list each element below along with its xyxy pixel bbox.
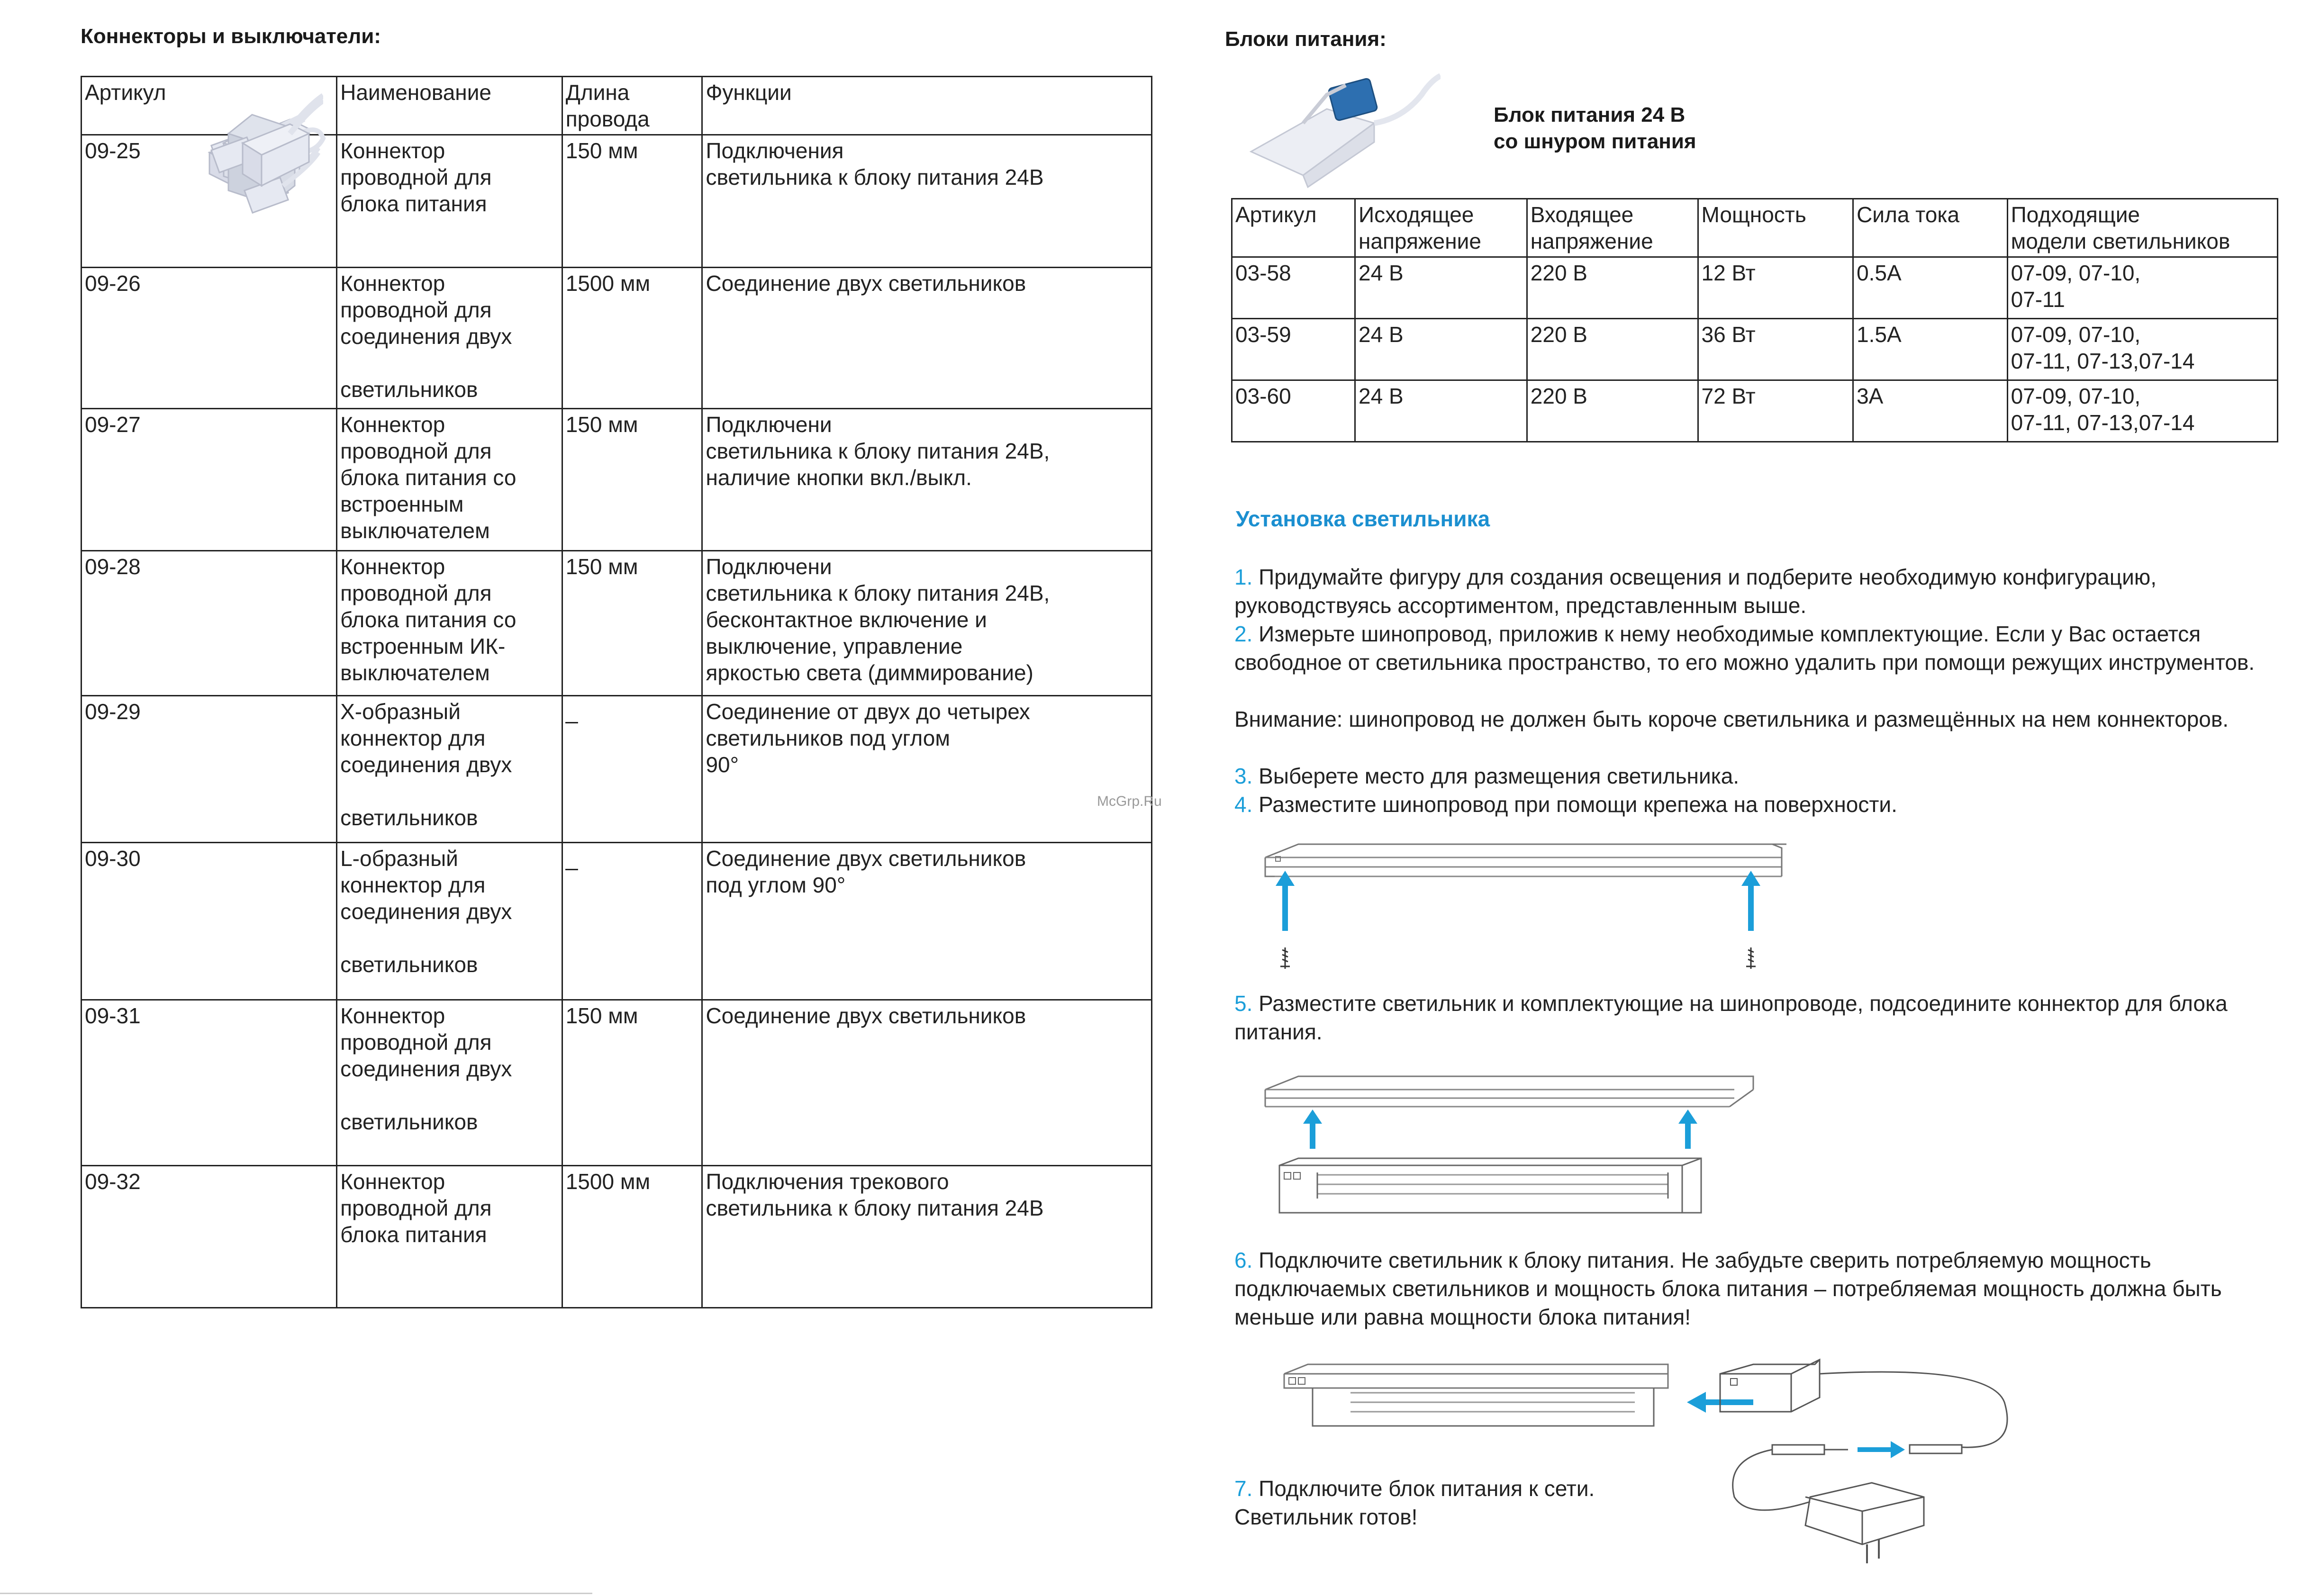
length-cell: 1500 мм	[562, 268, 702, 409]
power-caption-line2: со шнуром питания	[1494, 130, 1696, 153]
name-cell: Коннектор проводной для блока питания со встроенным выключателем	[337, 409, 562, 551]
table-cell: 07-09, 07-10, 07-11, 07-13,07-14	[2007, 380, 2277, 442]
functions-cell: Подключени светильника к блоку питания 24В, бесконтактное включение и выключение, управление яркостью света (диммирование)	[702, 551, 1152, 696]
length-cell: _	[562, 843, 702, 1000]
functions-cell: Подключения трекового светильника к блоку питания 24В	[702, 1166, 1152, 1308]
article-value: 09-26	[85, 271, 141, 296]
step-text: Подключите блок питания к сети. Светильник готов!	[1234, 1476, 1595, 1529]
header-article: Артикул	[1232, 199, 1355, 257]
length-cell: 150 мм	[562, 1000, 702, 1166]
header-models: Подходящие модели светильников	[2007, 199, 2277, 257]
length-cell: _	[562, 696, 702, 843]
name-cell: Коннектор проводной для соединения двух светильников	[337, 268, 562, 409]
power-caption-line1: Блок питания 24 В	[1494, 103, 1686, 126]
table-cell: 220 В	[1527, 319, 1698, 380]
power-connection-diagram	[1279, 1355, 2019, 1592]
name-cell: L-образный коннектор для соединения двух светильников	[337, 843, 562, 1000]
table-cell: 07-09, 07-10, 07-11	[2007, 257, 2277, 319]
install-warning	[1234, 705, 2291, 733]
bottom-rule	[0, 1593, 592, 1594]
table-cell: 03-59	[1232, 319, 1355, 380]
table-cell: 0.5А	[1853, 257, 2008, 319]
article-value: 09-31	[85, 1003, 141, 1028]
table-cell: 07-09, 07-10, 07-11, 07-13,07-14	[2007, 319, 2277, 380]
power-adapter-image	[1232, 66, 1441, 189]
step-text: Внимание: шинопровод не должен быть короче светильника и размещённых на нем коннекторов.	[1234, 707, 2229, 731]
article-cell	[82, 1166, 337, 1308]
header-length: Длина провода	[562, 77, 702, 135]
table-row	[82, 268, 1152, 409]
table-cell: 24 В	[1355, 380, 1527, 442]
table-cell: 72 Вт	[1698, 380, 1853, 442]
article-cell	[82, 551, 337, 696]
table-cell: 03-58	[1232, 257, 1355, 319]
article-cell	[82, 268, 337, 409]
functions-cell: Соединение двух светильников	[702, 1000, 1152, 1166]
length-cell: 150 мм	[562, 551, 702, 696]
table-row	[82, 1000, 1152, 1166]
name-cell: Коннектор проводной для соединения двух светильников	[337, 1000, 562, 1166]
step-number: 1.	[1234, 565, 1253, 589]
table-cell: 03-60	[1232, 380, 1355, 442]
connectors-table	[81, 76, 1152, 1308]
step-number: 6.	[1234, 1248, 1253, 1272]
table-cell: 24 В	[1355, 319, 1527, 380]
table-cell: 36 Вт	[1698, 319, 1853, 380]
table-row	[1232, 257, 2278, 319]
table-cell: 12 Вт	[1698, 257, 1853, 319]
table-row	[82, 843, 1152, 1000]
table-cell: 1.5А	[1853, 319, 2008, 380]
header-functions: Функции	[702, 77, 1152, 135]
install-step-2	[1234, 620, 2291, 676]
install-step-3	[1234, 762, 2291, 790]
install-step-7	[1234, 1474, 1708, 1531]
length-cell: 150 мм	[562, 409, 702, 551]
length-cell: 150 мм	[562, 135, 702, 268]
power-caption	[1494, 102, 1696, 155]
step-text: Подключите светильник к блоку питания. Не забудьте сверить потребляемую мощность подключаемых светильников и мощность блока питания – потребляемая мощность должна быть меньше или равна мощности блока питания!	[1234, 1248, 2222, 1329]
power-table	[1231, 198, 2278, 442]
connectors-title: Коннекторы и выключатели:	[81, 25, 381, 48]
install-step-6	[1234, 1246, 2291, 1331]
functions-cell: Соединение двух светильников под углом 90°	[702, 843, 1152, 1000]
table-row	[1232, 380, 2278, 442]
table-row	[1232, 319, 2278, 380]
table-row	[82, 551, 1152, 696]
power-header-row	[1232, 199, 2278, 257]
header-power: Мощность	[1698, 199, 1853, 257]
article-value: 09-27	[85, 412, 141, 437]
install-step-4	[1234, 790, 2291, 819]
luminaire-mount-diagram	[1260, 1071, 1763, 1222]
table-cell: 24 В	[1355, 257, 1527, 319]
table-cell: 220 В	[1527, 380, 1698, 442]
header-input-voltage: Входящее напряжение	[1527, 199, 1698, 257]
functions-cell: Соединение двух светильников	[702, 268, 1152, 409]
step-number: 3.	[1234, 764, 1253, 788]
name-cell: X-образный коннектор для соединения двух светильников	[337, 696, 562, 843]
table-row	[82, 696, 1152, 843]
table-row	[82, 409, 1152, 551]
connector-wired-icon	[200, 91, 323, 205]
step-number: 2.	[1234, 622, 1253, 646]
step-number: 5.	[1234, 991, 1253, 1016]
length-cell: 1500 мм	[562, 1166, 702, 1308]
header-article: Артикул	[82, 77, 337, 135]
step-text: Придумайте фигуру для создания освещения и подберите необходимую конфигурацию, руководствуясь ассортиментом, представленным выше.	[1234, 565, 2157, 618]
track-mount-diagram	[1256, 839, 1786, 995]
name-cell: Коннектор проводной для блока питания	[337, 1166, 562, 1308]
article-value: 09-28	[85, 554, 141, 579]
article-value: 09-29	[85, 699, 141, 724]
step-text: Разместите шинопровод при помощи крепежа на поверхности.	[1252, 792, 1897, 817]
article-cell	[82, 409, 337, 551]
article-value: 09-30	[85, 846, 141, 871]
table-cell: 3А	[1853, 380, 2008, 442]
step-number: 4.	[1234, 792, 1253, 817]
step-number: 7.	[1234, 1476, 1253, 1501]
name-cell: Коннектор проводной для блока питания	[337, 135, 562, 268]
header-output-voltage: Исходящее напряжение	[1355, 199, 1527, 257]
functions-cell: Соединение от двух до четырех светильников под углом 90°	[702, 696, 1152, 843]
step-text: Выберете место для размещения светильника.	[1252, 764, 1740, 788]
article-cell	[82, 696, 337, 843]
header-current: Сила тока	[1853, 199, 2008, 257]
step-text: Разместите светильник и комплектующие на шинопроводе, подсоедините коннектор для блока питания.	[1234, 991, 2228, 1044]
step-text: Измерьте шинопровод, приложив к нему необходимые комплектующие. Если у Вас остается свободное от светильника пространство, то его можно удалить при помощи режущих инструментов.	[1234, 622, 2255, 675]
install-title: Установка светильника	[1236, 506, 1490, 531]
table-cell: 220 В	[1527, 257, 1698, 319]
header-name: Наименование	[337, 77, 562, 135]
article-cell	[82, 843, 337, 1000]
functions-cell: Подключени светильника к блоку питания 24В, наличие кнопки вкл./выкл.	[702, 409, 1152, 551]
install-step-5	[1234, 989, 2291, 1046]
table-row	[82, 1166, 1152, 1308]
name-cell: Коннектор проводной для блока питания со встроенным ИК- выключателем	[337, 551, 562, 696]
power-title: Блоки питания:	[1225, 27, 1387, 51]
article-cell	[82, 1000, 337, 1166]
article-value: 09-32	[85, 1169, 141, 1194]
article-value: 09-25	[85, 138, 141, 163]
functions-cell: Подключения светильника к блоку питания 24В	[702, 135, 1152, 268]
install-step-1	[1234, 563, 2291, 620]
watermark: McGrp.Ru	[1097, 793, 1162, 809]
